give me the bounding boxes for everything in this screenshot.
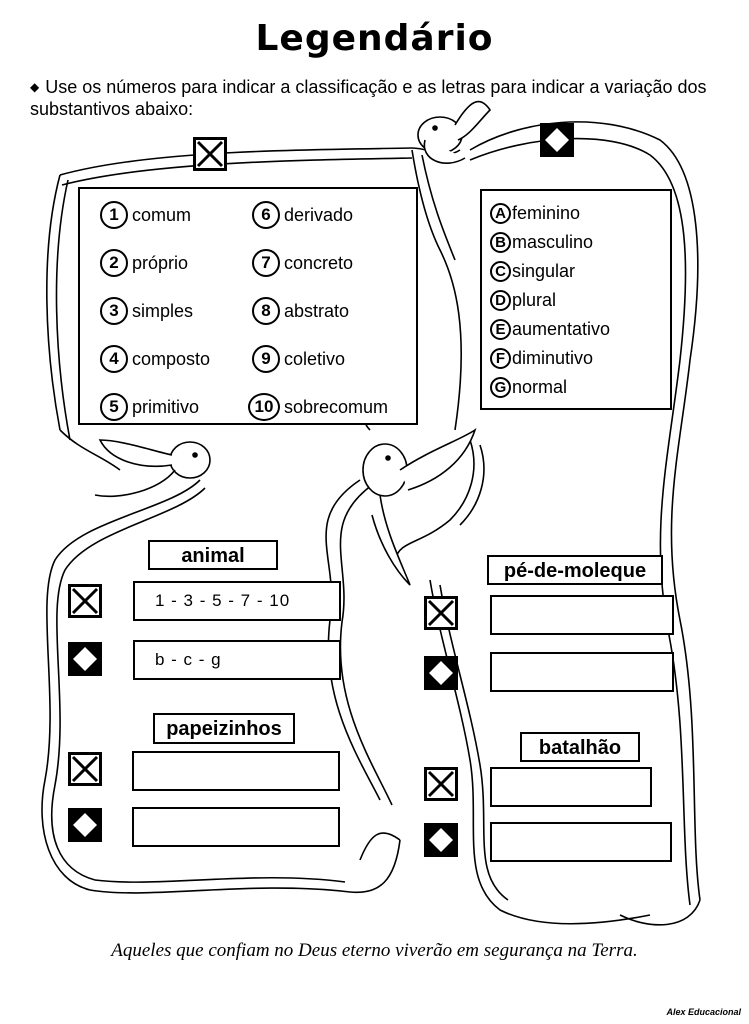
legend-label: composto — [132, 348, 211, 369]
classification-legend-box — [78, 187, 418, 425]
number-badge: 1 — [100, 201, 128, 229]
number-badge: 9 — [252, 345, 280, 373]
legend-item-concreto — [252, 249, 353, 277]
legend-label: abstrato — [284, 300, 350, 321]
legend-label: coletivo — [284, 348, 346, 369]
letter-badge: E — [490, 319, 511, 340]
classification-answer-pe-de-moleque[interactable] — [490, 595, 674, 635]
number-badge: 7 — [252, 249, 280, 277]
variation-legend-box — [480, 189, 672, 410]
number-badge: 3 — [100, 297, 128, 325]
letter-badge: D — [490, 290, 511, 311]
page-title: Legendário — [255, 18, 494, 59]
variation-answer-papeizinhos[interactable] — [132, 807, 340, 847]
legend-label: simples — [132, 300, 194, 321]
number-badge: 6 — [252, 201, 280, 229]
bible-verse: Aqueles que confiam no Deus eterno viverão em segurança na Terra. — [111, 940, 638, 961]
legend-item-normal — [490, 377, 567, 398]
classification-cross-icon — [68, 584, 102, 618]
legend-label: primitivo — [132, 396, 200, 417]
legend-item-coletivo — [252, 345, 345, 373]
variation-diamond-icon — [540, 123, 574, 157]
legend-item-comum — [100, 201, 191, 229]
bullet-icon: ◆ — [30, 80, 40, 94]
letter-badge: G — [490, 377, 511, 398]
letter-badge: F — [490, 348, 511, 369]
classification-cross-icon — [193, 137, 227, 171]
variation-diamond-icon — [424, 656, 458, 690]
variation-diamond-icon — [68, 808, 102, 842]
legend-item-plural — [490, 290, 556, 311]
instruction-text — [30, 76, 730, 120]
classification-answer-animal[interactable]: 1 - 3 - 5 - 7 - 10 — [133, 581, 341, 621]
legend-item-sobrecomum — [248, 393, 388, 421]
legend-label: plural — [512, 290, 557, 310]
number-badge: 5 — [100, 393, 128, 421]
number-badge: 10 — [248, 393, 280, 421]
legend-item-composto — [100, 345, 210, 373]
variation-diamond-icon — [68, 642, 102, 676]
legend-label: singular — [512, 261, 576, 281]
classification-answer-batalhao[interactable] — [490, 767, 652, 807]
classification-answer-papeizinhos[interactable] — [132, 751, 340, 791]
legend-item-feminino — [490, 203, 580, 224]
legend-item-masculino — [490, 232, 593, 253]
legend-item-primitivo — [100, 393, 199, 421]
variation-diamond-icon — [424, 823, 458, 857]
letter-badge: C — [490, 261, 511, 282]
letter-badge: B — [490, 232, 511, 253]
legend-label: feminino — [512, 203, 581, 223]
legend-label: próprio — [132, 252, 189, 273]
classification-cross-icon — [424, 596, 458, 630]
legend-label: concreto — [284, 252, 354, 273]
word-label-batalhao: batalhão — [520, 732, 640, 762]
variation-answer-pe-de-moleque[interactable] — [490, 652, 674, 692]
legend-label: comum — [132, 204, 192, 225]
instruction-label: Use os números para indicar a classificação e as letras para indicar a variação dos substantivos abaixo: — [30, 77, 707, 119]
legend-item-singular — [490, 261, 575, 282]
legend-label: sobrecomum — [284, 396, 389, 417]
legend-label: derivado — [284, 204, 354, 225]
classification-cross-icon — [68, 752, 102, 786]
number-badge: 4 — [100, 345, 128, 373]
legend-item-derivado — [252, 201, 353, 229]
legend-item-aumentativo — [490, 319, 610, 340]
legend-item-proprio — [100, 249, 188, 277]
number-badge: 2 — [100, 249, 128, 277]
legend-label: normal — [512, 377, 568, 397]
variation-answer-batalhao[interactable] — [490, 822, 672, 862]
word-label-pe-de-moleque: pé-de-moleque — [487, 555, 663, 585]
letter-badge: A — [490, 203, 511, 224]
classification-cross-icon — [424, 767, 458, 801]
word-label-papeizinhos: papeizinhos — [153, 713, 295, 744]
publisher-credit: Alex Educacional — [666, 1007, 741, 1017]
variation-answer-animal[interactable]: b - c - g — [133, 640, 341, 680]
legend-label: masculino — [512, 232, 594, 252]
legend-item-abstrato — [252, 297, 349, 325]
number-badge: 8 — [252, 297, 280, 325]
legend-item-simples — [100, 297, 193, 325]
legend-label: diminutivo — [512, 348, 594, 368]
legend-item-diminutivo — [490, 348, 593, 369]
word-label-animal: animal — [148, 540, 278, 570]
legend-label: aumentativo — [512, 319, 611, 339]
